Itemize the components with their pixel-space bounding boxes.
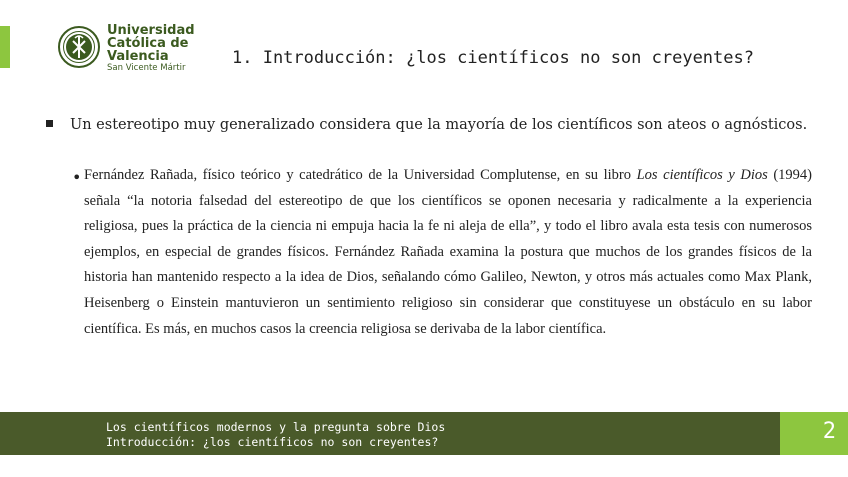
footer-line-2: Introducción: ¿los científicos no son creyentes? (106, 434, 439, 449)
university-seal-icon (58, 26, 100, 68)
logo-line-2: Católica de (107, 36, 189, 51)
square-bullet-icon (46, 120, 53, 127)
logo-line-4: San Vicente Mártir (107, 63, 186, 73)
footer-bar (0, 412, 780, 455)
page-number: 2 (822, 419, 836, 444)
sub-text-after: (1994) señala “la notoria falsedad del estereotipo de que los científicos se oponen necesaria y radicalmente a la experiencia religiosa, pues la práctica de la ciencia ni empuja hacia la fe ni aleja de ella”, y todo el libro avala esta tesis con numerosos ejemplos, en especial de grandes físicos. Fernández Rañada examina la postura que muchos de los grandes físicos de la historia han mantenido respecto a la idea de Dios, señalando cómo Galileo, Newton, y otros más actuales como Max Plank, Heisenberg o Einstein mantuvieron un sentimiento religioso sin considerar que constituyese un obstáculo en su labor científica. Es más, en muchos casos la creencia religiosa se derivaba de la labor científica. (84, 167, 812, 337)
sub-text-before: Fernández Rañada, físico teórico y catedrático de la Universidad Complutense, en su libro (84, 167, 637, 183)
logo-wordmark (107, 24, 195, 74)
book-title: Los científicos y Dios (636, 167, 768, 183)
bullet-sub-text (84, 163, 812, 342)
footer-text (106, 420, 445, 449)
university-logo (58, 24, 198, 74)
bullet-sub (72, 163, 812, 342)
dot-bullet-icon: • (72, 168, 82, 187)
footer-line-1: Los científicos modernos y la pregunta sobre Dios (106, 420, 446, 434)
accent-bar (0, 26, 10, 68)
page-number-box (780, 412, 848, 455)
logo-line-1: Universidad (107, 23, 195, 38)
logo-line-3: Valencia (107, 49, 169, 64)
slide-title: 1. Introducción: ¿los científicos no son creyentes? (232, 48, 754, 68)
bullet-main-text: Un estereotipo muy generalizado considera que la mayoría de los científicos son ateos o agnósticos. (70, 117, 808, 133)
